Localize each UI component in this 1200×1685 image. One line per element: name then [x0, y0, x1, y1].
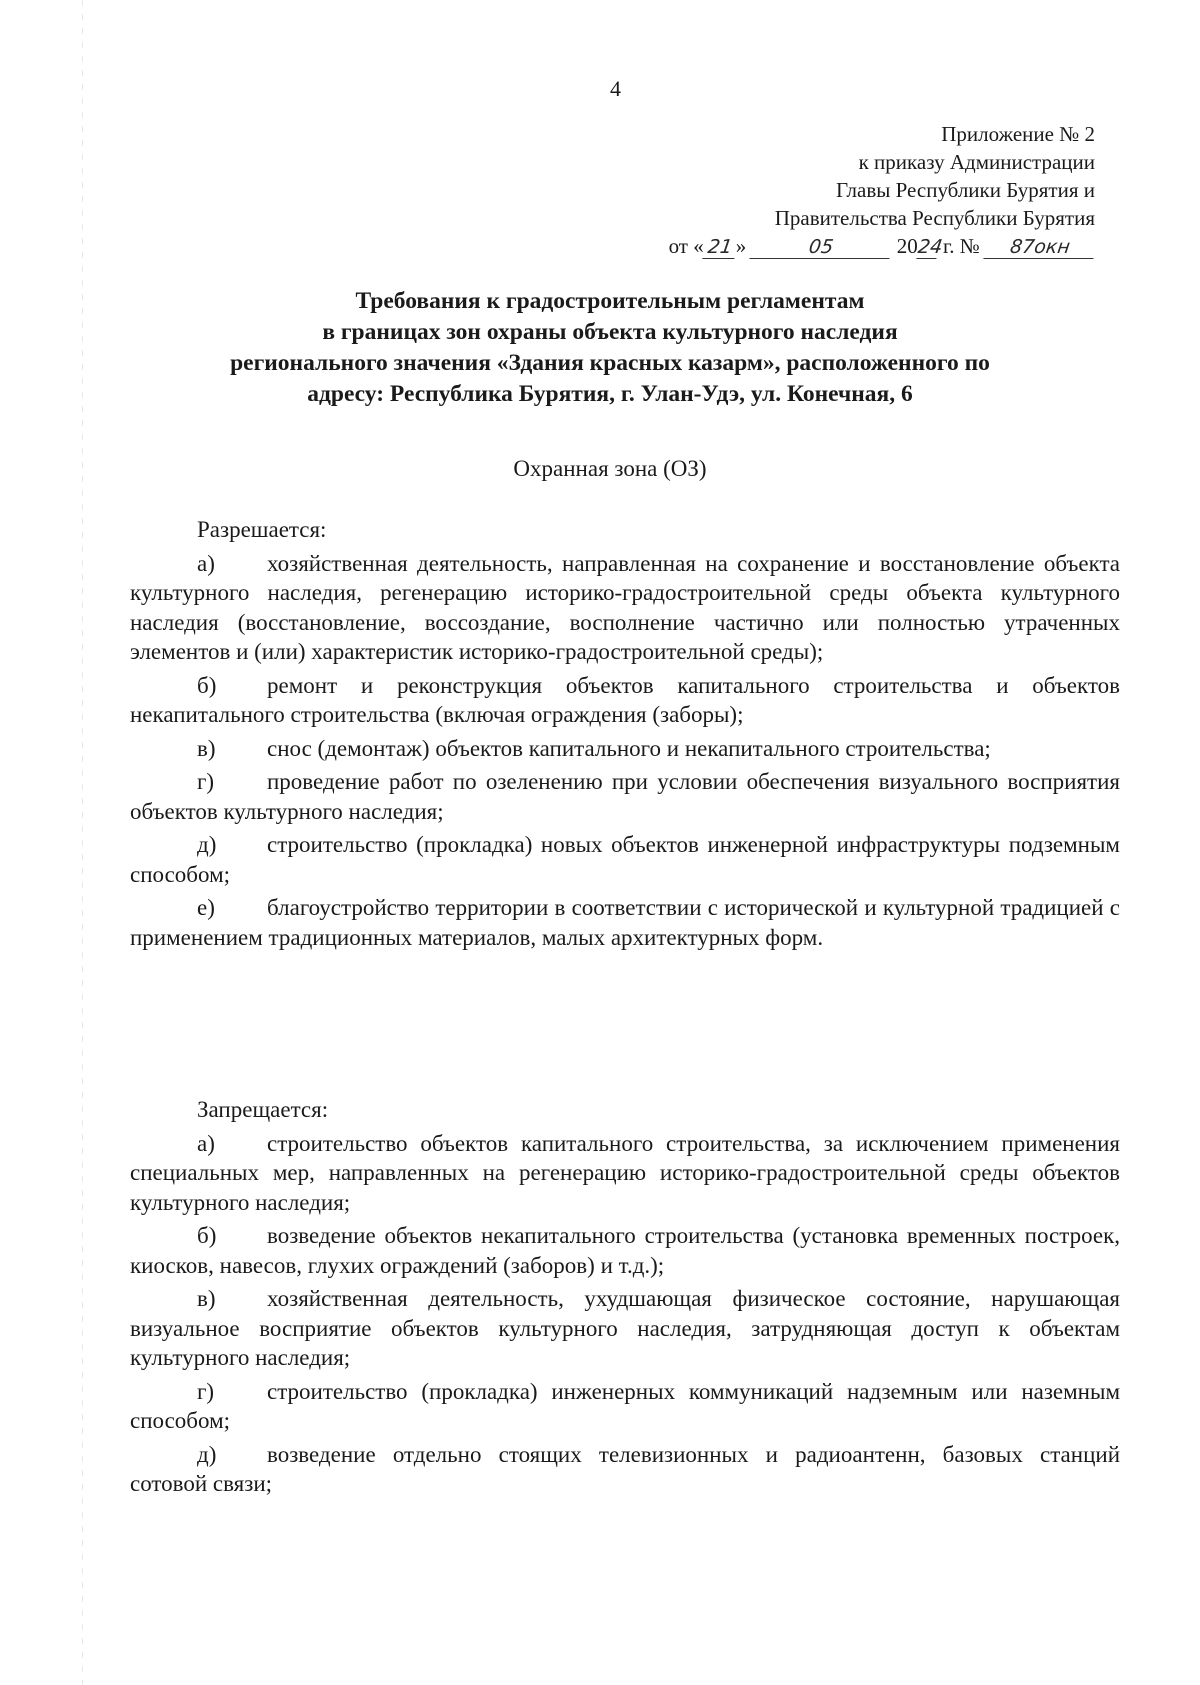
document-title [130, 286, 1090, 410]
allowed-section [130, 515, 1120, 956]
item-text: ремонт и реконструкция объектов капитального строительства и объектов некапитального строительства (включая ограждения (заборы); [130, 672, 1120, 727]
item-marker: б) [197, 1223, 217, 1248]
order-number: 87окн [983, 236, 1096, 259]
item-text: возведение объектов некапитального строительства (установка временных построек, киосков, навесов, глухих ограждений (заборов) и т.д.); [130, 1223, 1120, 1278]
item-text: возведение отдельно стоящих телевизионных и радиоантенн, базовых станций сотовой связи; [130, 1441, 1120, 1496]
title-line: регионального значения «Здания красных казарм», расположенного по [230, 350, 990, 376]
item-text: благоустройство территории в соответствии с исторической и культурной традицией с применением традиционных материалов, малых архитектурных форм. [130, 895, 1120, 950]
scan-margin-line [82, 0, 83, 1685]
item-marker: д) [197, 1441, 217, 1467]
item-marker: г) [197, 1378, 215, 1404]
order-from-label: от « [668, 234, 704, 258]
page-number: 4 [610, 76, 621, 101]
item-marker: б) [197, 672, 217, 698]
title-line: адресу: Республика Бурятия, г. Улан-Удэ, ул. Конечная, 6 [307, 381, 913, 407]
item-marker: а) [197, 1130, 215, 1156]
item-marker: в) [197, 1286, 216, 1311]
title-line: Требования к градостроительным регламентам [355, 288, 865, 314]
appendix-line: Главы Республики Бурятия и [836, 178, 1095, 202]
allowed-item [130, 549, 1120, 667]
item-marker: е) [197, 895, 215, 920]
item-marker: г) [197, 769, 215, 794]
forbidden-item [130, 1284, 1120, 1373]
appendix-line: Правительства Республики Бурятия [774, 206, 1095, 230]
item-text: строительство (прокладка) новых объектов инженерной инфраструктуры подземным способом; [130, 832, 1120, 887]
order-month: 05 [750, 236, 893, 259]
allowed-item [130, 830, 1120, 889]
item-text: проведение работ по озеленению при условии обеспечения визуального восприятия объектов культурного наследия; [130, 769, 1120, 824]
forbidden-item [130, 1377, 1120, 1436]
item-marker: в) [197, 735, 216, 761]
allowed-item [130, 671, 1120, 730]
item-marker: д) [197, 832, 217, 857]
allowed-item [130, 767, 1120, 826]
order-year-prefix: 20 [896, 234, 918, 258]
item-text: снос (демонтаж) объектов капитального и некапитального строительства; [267, 735, 991, 761]
forbidden-item [130, 1129, 1120, 1218]
order-number-label: г. № [937, 234, 980, 258]
order-quote-close: » [735, 234, 747, 258]
allowed-heading: Разрешается: [197, 517, 327, 542]
forbidden-heading: Запрещается: [197, 1097, 329, 1122]
order-year-suffix: 24 [916, 236, 944, 258]
item-text: строительство объектов капитального строительства, за исключением применения специальных мер, направленных на регенерацию историко-градостроительной среды объектов культурного наследия; [130, 1130, 1120, 1215]
appendix-header [669, 120, 1095, 260]
order-day: 21 [702, 236, 737, 259]
title-line: в границах зон охраны объекта культурного наследия [322, 319, 898, 345]
item-text: хозяйственная деятельность, ухудшающая физическое состояние, нарушающая визуальное восприятие объектов культурного наследия, затрудняющая доступ к объектам культурного наследия; [130, 1286, 1120, 1370]
item-text: строительство (прокладка) инженерных коммуникаций надземным или наземным способом; [130, 1378, 1120, 1433]
item-text: хозяйственная деятельность, направленная на сохранение и восстановление объекта культурного наследия, регенерацию историко-градостроительной среды объекта культурного наследия (восстановление, воссоздание, восполнение частично или полностью утраченных элементов и (или) характеристик историко-градостроительной среды); [130, 550, 1120, 664]
forbidden-section [130, 1095, 1120, 1503]
zone-heading: Охранная зона (ОЗ) [513, 456, 707, 481]
item-marker: а) [197, 550, 215, 576]
allowed-item [130, 893, 1120, 952]
forbidden-item [130, 1440, 1120, 1499]
appendix-line: к приказу Администрации [858, 150, 1095, 174]
forbidden-item [130, 1221, 1120, 1280]
allowed-item [130, 734, 1120, 764]
appendix-line: Приложение № 2 [941, 122, 1095, 146]
order-reference [669, 232, 1095, 260]
